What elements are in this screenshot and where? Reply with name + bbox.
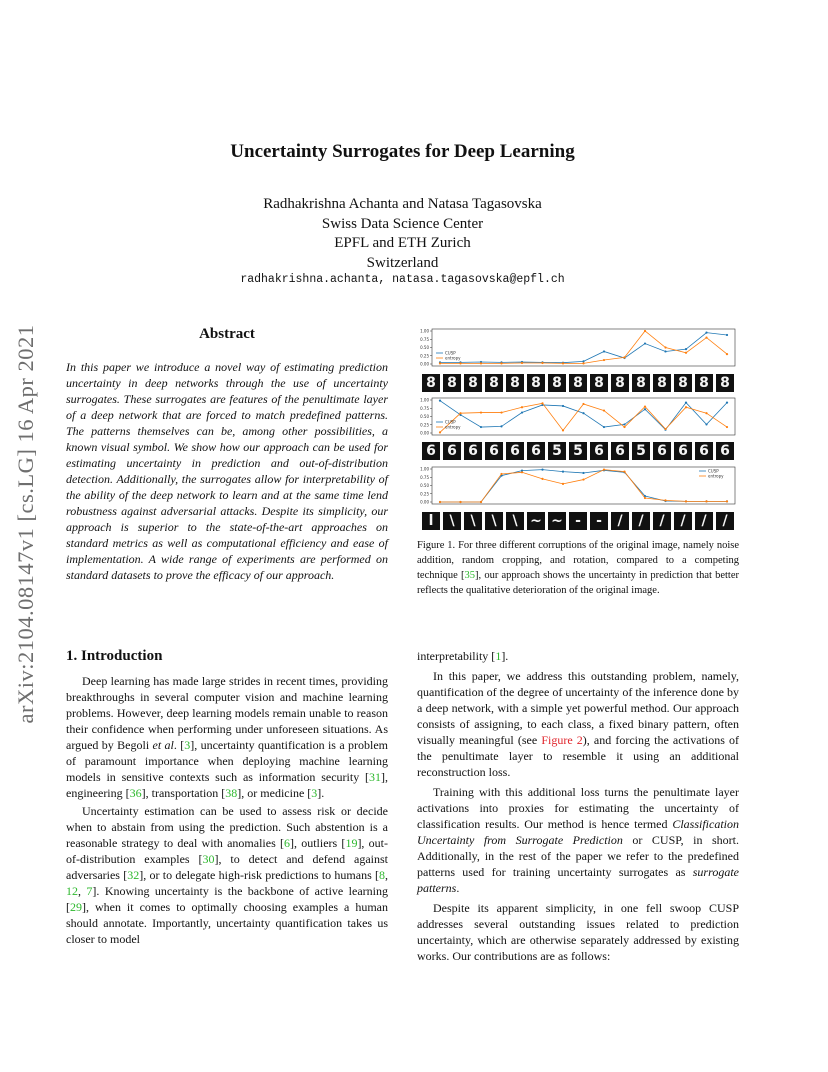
citation-link[interactable]: 30	[202, 852, 215, 866]
data-point	[500, 473, 502, 475]
digit-thumbnail: 8	[506, 374, 524, 392]
data-point	[582, 472, 584, 474]
data-point	[644, 408, 646, 410]
text-run: ], uncertainty quantification is a problem of paramount importance when deploying machine learning models in sensitive contexts such as information security [	[66, 738, 389, 784]
y-tick-label: 0.00	[420, 430, 429, 436]
abstract-text: In this paper we introduce a novel way of estimating prediction uncertainty in deep networks through the use of uncertainty surrogates. These surrogates are features of the penultimate layer of a deep network that are forced to match predefined patterns. The patterns themselves can be, among other possibilities, a known visual symbol. We show how our approach can be used for estimating uncertainty in prediction and out-of-distribution detection. Additionally, the surrogates allow for interpretability of the ability of the deep network to learn and at the same time lend robustness against adversarial attacks. Despite its simplicity, our approach is superior to the state-of-the-art approaches on standard metrics as well as computational efficiency and ease of implementation. A wide range of experiments are performed on standard datasets to prove the efficacy of our approach.	[66, 360, 388, 582]
data-point	[623, 471, 625, 473]
digit-thumbnail: 6	[506, 442, 524, 460]
data-point	[582, 403, 584, 405]
citation-link[interactable]: 12	[66, 884, 78, 898]
text-run: ], transportation [	[141, 786, 226, 800]
data-point	[623, 356, 625, 358]
citation-link[interactable]: 35	[464, 570, 476, 581]
data-point	[685, 406, 687, 408]
digit-thumbnail: 6	[674, 442, 692, 460]
digit-thumbnail: ~	[548, 512, 566, 530]
text-run: ], engineering [	[66, 770, 388, 800]
text-run: ,	[78, 884, 87, 898]
digit-thumbnail: /	[695, 512, 713, 530]
y-tick-label: 0.25	[420, 422, 429, 428]
data-point	[582, 362, 584, 364]
data-point	[603, 469, 605, 471]
data-point	[541, 469, 543, 471]
data-point	[664, 346, 666, 348]
digit-thumbnail: 6	[695, 442, 713, 460]
text-run: ], when it comes to optimally choosing examples a human should annotate. Importantly, uncertainty quantification takes us closer to model	[66, 900, 388, 946]
data-point	[664, 499, 666, 501]
data-point	[726, 426, 728, 428]
citation-link[interactable]: 38	[225, 786, 238, 800]
digit-thumbnail: /	[653, 512, 671, 530]
data-point	[644, 497, 646, 499]
digit-thumbnail: 8	[695, 374, 713, 392]
figure-1	[417, 325, 739, 533]
text-run: Deep learning has made large strides in recent times, providing breakthroughs in several computer vision and machine learning problems. However, deep learning models remain unable to reason their confidence when performing under unforeseen situations. As argued by Begoli	[66, 674, 388, 752]
digit-thumbnail: 8	[716, 374, 734, 392]
digit-thumbnail: 8	[443, 374, 461, 392]
digit-thumbnail: 6	[716, 442, 734, 460]
citation-link[interactable]: 31	[369, 770, 381, 784]
data-point	[603, 359, 605, 361]
legend-label: entropy	[445, 355, 461, 361]
digit-thumbnail: -	[569, 512, 587, 530]
digit-thumbnail: 8	[548, 374, 566, 392]
paragraph	[417, 784, 739, 896]
text-run: ,	[385, 868, 389, 882]
text-run: . [	[173, 738, 185, 752]
legend-label: entropy	[445, 424, 461, 430]
legend-label: CUSP	[445, 419, 456, 425]
digit-thumbnail: \	[443, 512, 461, 530]
data-point	[500, 362, 502, 364]
citation-link[interactable]: 32	[127, 868, 140, 882]
legend-label: CUSP	[445, 350, 456, 356]
y-tick-label: 0.75	[420, 336, 429, 342]
data-point	[726, 334, 728, 336]
legend-label: entropy	[708, 473, 724, 479]
digit-strip-crop	[422, 442, 734, 460]
y-tick-label: 0.75	[420, 405, 429, 411]
citation-link[interactable]: 36	[129, 786, 142, 800]
data-point	[480, 426, 482, 428]
digit-thumbnail: 6	[485, 442, 503, 460]
data-point	[705, 500, 707, 502]
chart-plot-2	[417, 394, 739, 438]
digit-thumbnail: 8	[653, 374, 671, 392]
legend-label: CUSP	[708, 468, 719, 474]
text-run: ], to detect and defend against adversaries [	[66, 852, 389, 882]
digit-thumbnail: 8	[674, 374, 692, 392]
data-point	[603, 350, 605, 352]
digit-thumbnail: 6	[590, 442, 608, 460]
digit-thumbnail: /	[716, 512, 734, 530]
digit-thumbnail: 6	[464, 442, 482, 460]
data-point	[582, 360, 584, 362]
text-run: ], our approach shows the uncertainty in prediction that better reflects the qualitative deterioration of the original image.	[417, 570, 740, 596]
affiliation-1: Swiss Data Science Center	[321, 215, 484, 232]
data-point	[521, 406, 523, 408]
citation-link[interactable]: 19	[345, 836, 358, 850]
data-point	[582, 478, 584, 480]
paragraph	[66, 803, 388, 947]
paragraph	[417, 668, 739, 780]
left-column	[66, 673, 388, 947]
text-run: ], out-of-distribution examples [	[66, 836, 388, 866]
y-tick-label: 1.00	[420, 397, 429, 403]
data-point	[603, 426, 605, 428]
text-run: .	[456, 881, 460, 895]
text-run: interpretability [	[417, 649, 496, 663]
data-point	[500, 425, 502, 427]
digit-thumbnail: 8	[485, 374, 503, 392]
authors: Radhakrishna Achanta and Natasa Tagasovska	[263, 196, 542, 212]
data-point	[685, 402, 687, 404]
abstract-heading: Abstract	[199, 326, 255, 342]
data-point	[439, 400, 441, 402]
digit-thumbnail: ~	[527, 512, 545, 530]
digit-thumbnail: l	[422, 512, 440, 530]
section-heading-introduction: 1. Introduction	[66, 648, 163, 664]
data-point	[480, 411, 482, 413]
y-tick-label: 0.25	[420, 353, 429, 359]
paragraph	[417, 648, 739, 664]
digit-thumbnail: 8	[569, 374, 587, 392]
text-run: et al	[152, 738, 174, 752]
data-point	[603, 409, 605, 411]
affiliation-2: EPFL and ETH Zurich	[334, 235, 471, 251]
figure-caption	[417, 538, 739, 598]
digit-thumbnail: 8	[611, 374, 629, 392]
data-point	[480, 362, 482, 364]
data-point	[685, 500, 687, 502]
affiliation-3: Switzerland	[366, 254, 439, 271]
digit-strip-noise	[422, 374, 734, 392]
text-run: Training with this additional loss turns the penultimate layer activations into proxies for estimating the uncertainty of classification results. Our method is hence termed	[417, 785, 739, 831]
digit-thumbnail: 6	[527, 442, 545, 460]
y-tick-label: 0.00	[420, 499, 429, 505]
digit-thumbnail: 8	[527, 374, 545, 392]
y-tick-label: 1.00	[420, 466, 429, 472]
data-point	[459, 501, 461, 503]
text-run: ].	[317, 786, 325, 800]
text-run: ], outliers [	[289, 836, 346, 850]
series-line	[440, 403, 727, 432]
data-point	[459, 412, 461, 414]
paper-title: Uncertainty Surrogates for Deep Learning	[230, 141, 575, 162]
digit-thumbnail: 6	[422, 442, 440, 460]
y-tick-label: 0.50	[420, 414, 429, 419]
series-line	[440, 333, 727, 363]
data-point	[521, 362, 523, 364]
citation-link[interactable]: 8	[379, 868, 386, 882]
data-point	[500, 411, 502, 413]
citation-link[interactable]: 3	[184, 738, 191, 752]
data-point	[726, 500, 728, 502]
data-point	[705, 332, 707, 334]
y-tick-label: 1.00	[420, 328, 429, 334]
digit-thumbnail: \	[506, 512, 524, 530]
data-point	[439, 431, 441, 433]
series-line	[440, 470, 727, 502]
series-line	[440, 470, 727, 502]
y-tick-label: 0.75	[420, 474, 429, 480]
citation-link[interactable]: 3	[311, 786, 318, 800]
digit-strip-rotation	[422, 512, 734, 530]
data-point	[664, 428, 666, 430]
data-point	[726, 402, 728, 404]
arxiv-id: arXiv:2104.08147v1 [cs.LG] 16 Apr 2021	[13, 324, 38, 724]
data-point	[541, 402, 543, 404]
text-run: In this paper, we address this outstanding problem, namely, quantification of the degree of uncertainty of the inference done by a deep network, with a simple yet powerful method. Our approach consists of assigning, to each class, a fixed binary pattern, often visually meaningful (see	[417, 669, 739, 747]
digit-thumbnail: 8	[464, 374, 482, 392]
data-point	[623, 426, 625, 428]
text-run: Uncertainty estimation can be used to assess risk or decide when to abstain from using the prediction. Such abstention is a reasonable strategy to deal with anomalies [	[66, 804, 388, 850]
chart-plot-1	[417, 325, 739, 369]
data-point	[705, 423, 707, 425]
digit-thumbnail: 5	[548, 442, 566, 460]
text-run: or CUSP, in short. Additionally, in the rest of the paper we refer to the predefined patterns used for training uncertainty surrogates as	[417, 833, 739, 879]
data-point	[521, 471, 523, 473]
text-run: Classification Uncertainty from Surrogate Prediction	[417, 817, 739, 847]
data-point	[705, 412, 707, 414]
data-point	[562, 429, 564, 431]
digit-thumbnail: 8	[422, 374, 440, 392]
digit-thumbnail: -	[590, 512, 608, 530]
citation-link[interactable]: 7	[86, 884, 93, 898]
y-tick-label: 0.50	[420, 483, 429, 488]
data-point	[439, 362, 441, 364]
digit-thumbnail: 8	[632, 374, 650, 392]
digit-thumbnail: 6	[653, 442, 671, 460]
text-run: ], or to delegate high-risk predictions to humans [	[139, 868, 380, 882]
paragraph	[66, 673, 388, 801]
data-point	[644, 342, 646, 344]
y-tick-label: 0.50	[420, 345, 429, 350]
author-email: radhakrishna.achanta, natasa.tagasovska@epfl.ch	[240, 273, 565, 286]
y-tick-label: 0.00	[420, 361, 429, 367]
citation-link[interactable]: 6	[283, 836, 290, 850]
data-point	[582, 412, 584, 414]
paragraph: Despite its apparent simplicity, in one fell swoop CUSP addresses several outstanding issues related to prediction uncertainty, which are otherwise separately addressed by existing works. Our contributions are as follows:	[417, 901, 739, 963]
digit-thumbnail: 5	[569, 442, 587, 460]
data-point	[562, 471, 564, 473]
data-point	[644, 406, 646, 408]
data-point	[685, 348, 687, 350]
data-point	[541, 362, 543, 364]
text-run: Figure 1. For three different corruptions of the original image, namely noise addition, random cropping, and rotation, compared to a competing technique [	[417, 540, 739, 581]
text-run: surrogate patterns	[417, 865, 739, 895]
data-point	[562, 483, 564, 485]
data-point	[685, 352, 687, 354]
digit-thumbnail: 6	[611, 442, 629, 460]
data-point	[439, 501, 441, 503]
digit-thumbnail: /	[632, 512, 650, 530]
data-point	[459, 362, 461, 364]
series-line	[440, 331, 727, 363]
digit-thumbnail: 5	[632, 442, 650, 460]
text-run: ), and forcing the activations of the penultimate layer to resemble it using an additional reconstruction loss.	[417, 733, 739, 779]
digit-thumbnail: 6	[443, 442, 461, 460]
digit-thumbnail: /	[674, 512, 692, 530]
author-block	[0, 195, 805, 273]
data-point	[521, 411, 523, 413]
citation-link[interactable]: 1	[495, 649, 502, 663]
digit-thumbnail: \	[464, 512, 482, 530]
data-point	[726, 353, 728, 355]
data-point	[644, 330, 646, 332]
arxiv-stamp	[4, 288, 48, 760]
digit-thumbnail: 8	[590, 374, 608, 392]
data-point	[562, 405, 564, 407]
y-tick-label: 0.25	[420, 491, 429, 497]
data-point	[541, 478, 543, 480]
digit-thumbnail: \	[485, 512, 503, 530]
data-point	[480, 501, 482, 503]
data-point	[623, 423, 625, 425]
digit-thumbnail: /	[611, 512, 629, 530]
data-point	[664, 350, 666, 352]
text-run: ].	[501, 649, 509, 663]
right-column	[417, 648, 739, 964]
data-point	[562, 362, 564, 364]
data-point	[705, 337, 707, 339]
text-run: ]. Knowing uncertainty is the backbone of active learning [	[66, 884, 388, 914]
figure-link[interactable]: Figure 2	[541, 733, 583, 747]
chart-plot-3	[417, 463, 739, 507]
text-run: ], or medicine [	[237, 786, 312, 800]
citation-link[interactable]: 29	[70, 900, 82, 914]
